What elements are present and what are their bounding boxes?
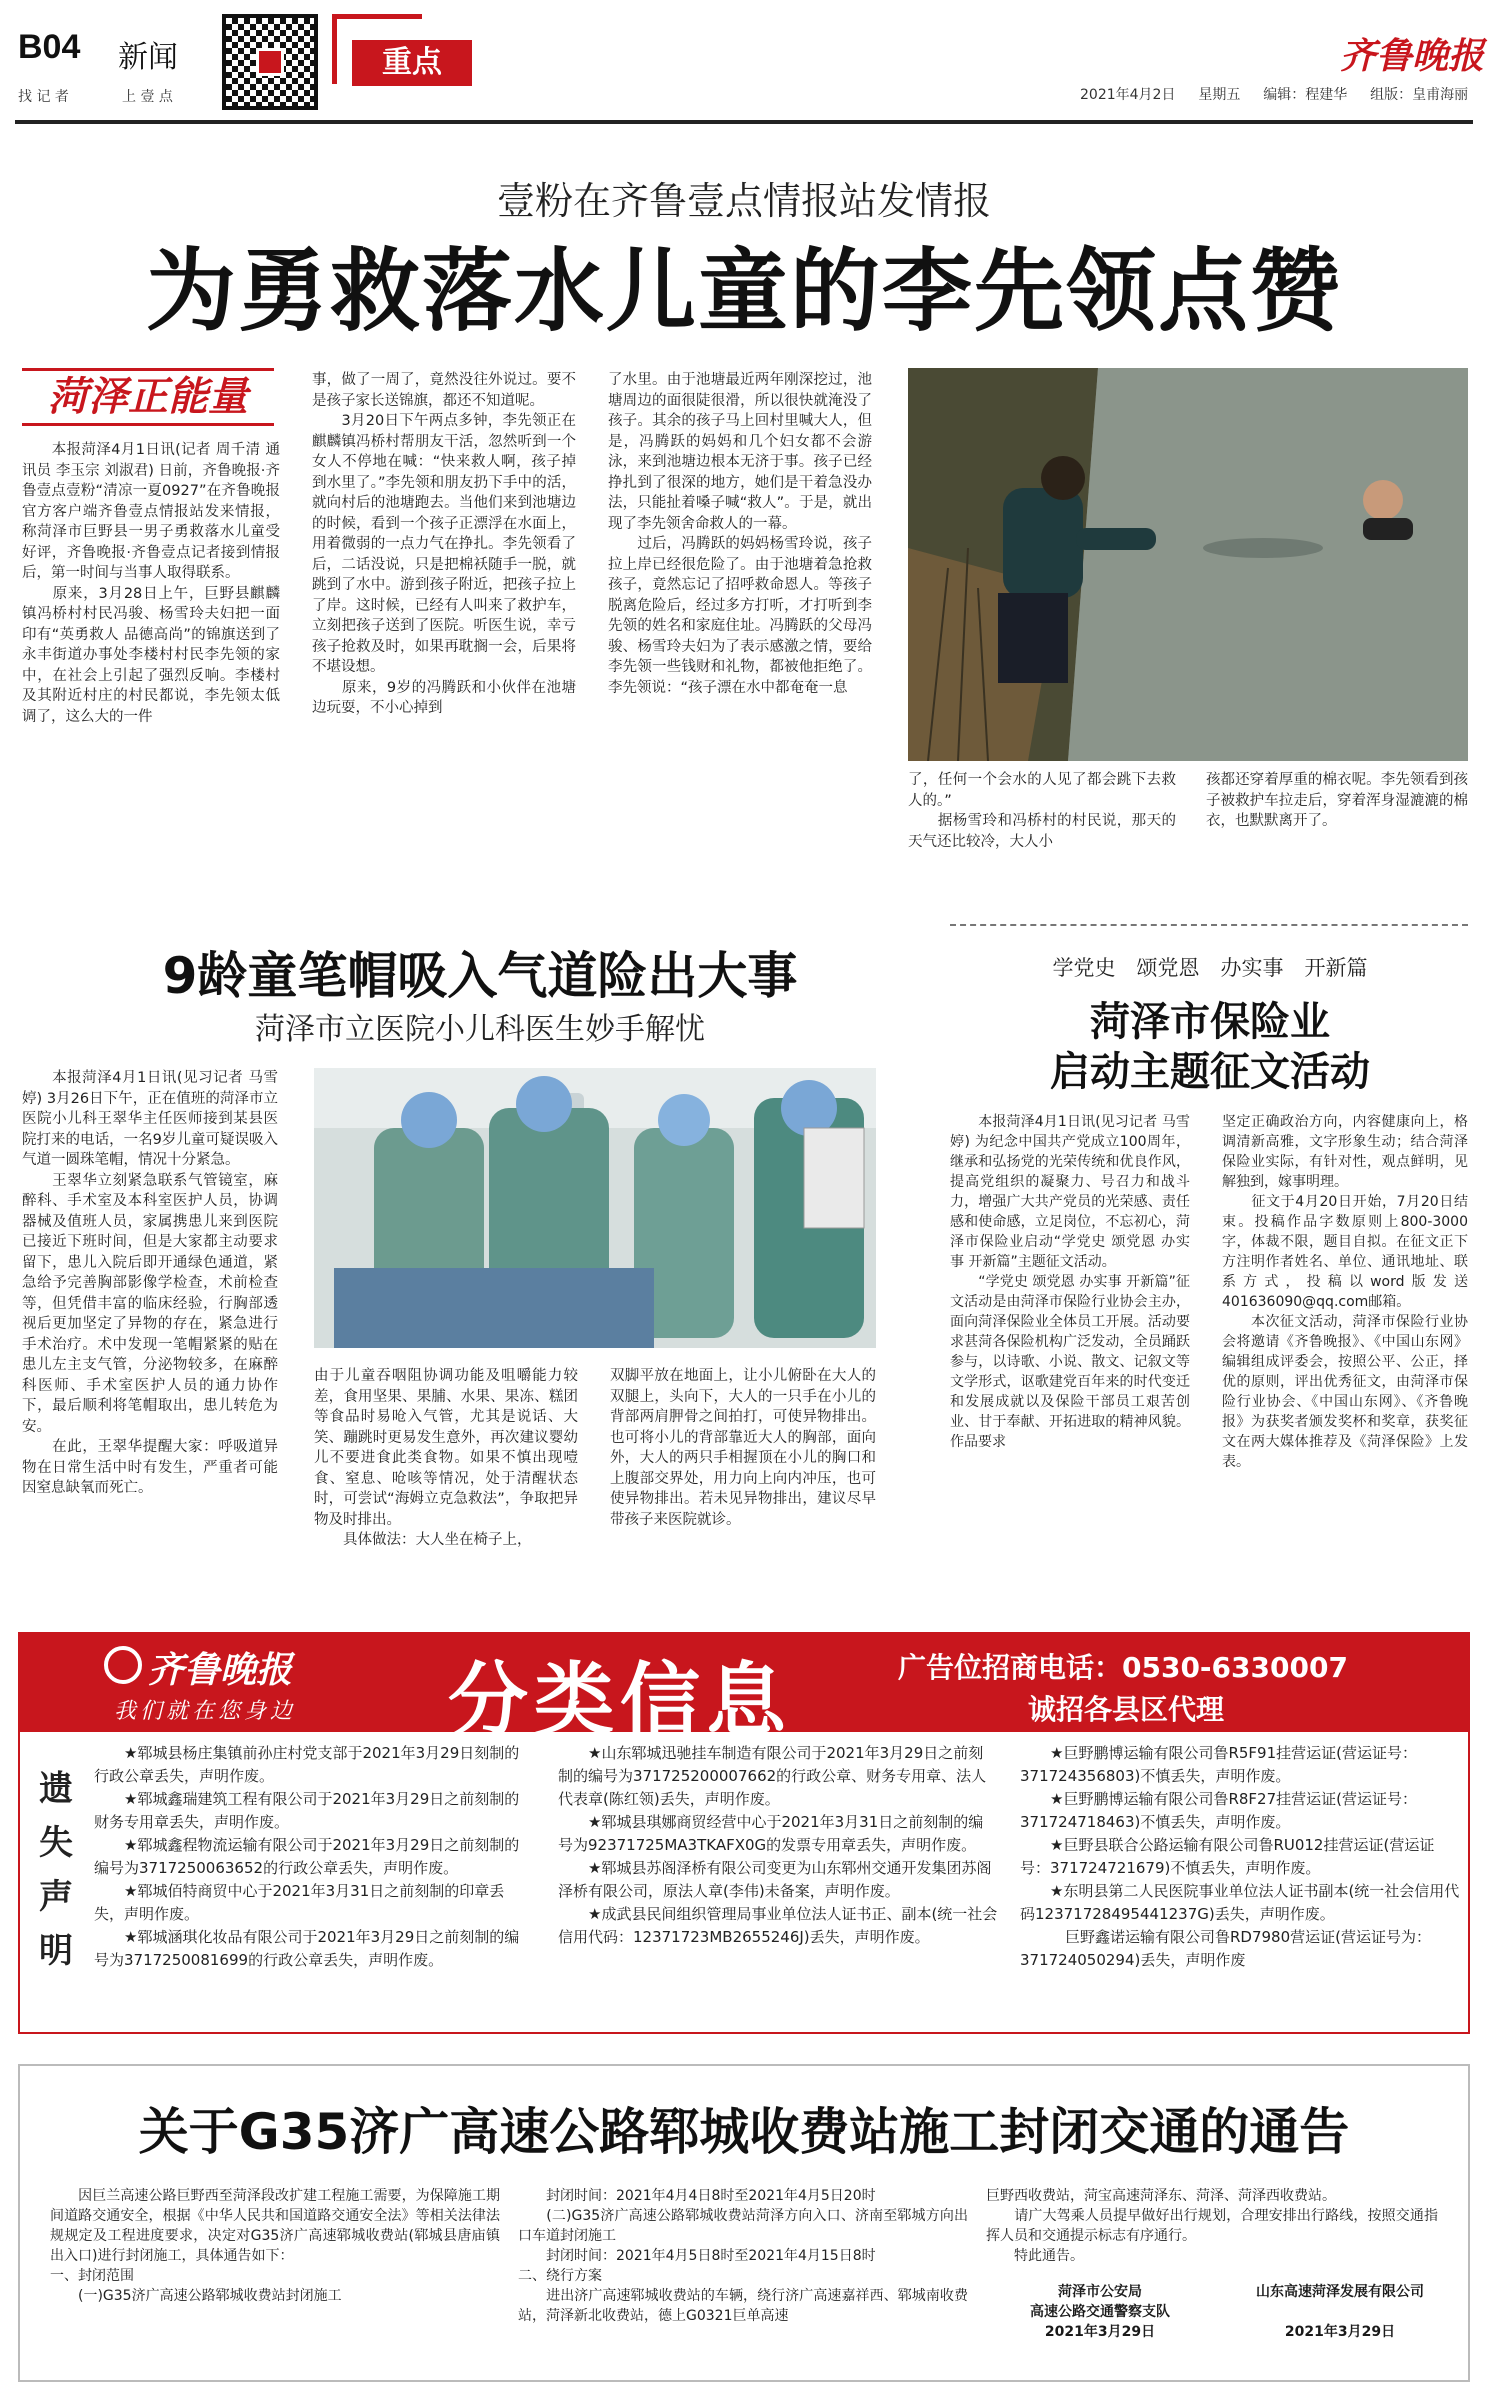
sig2-date: 2021年3月29日	[1284, 2324, 1396, 2340]
story2-col-3: 双脚平放在地面上，让小儿俯卧在大人的双腿上，头向下，大人的一只手在小儿的背部两肩胛骨之间拍打，可使异物排出。也可将小儿的背部靠近大人的胸部，面向外，大人的两只手相握顶在小儿的胸口和上腹部交界处，用力向上向内冲压，也可使异物排出。若未见异物排出，建议尽早带孩子来医院就诊。	[610, 1368, 876, 1528]
surgery-photo-illustration	[314, 1068, 876, 1348]
rescue-photo-illustration	[908, 368, 1468, 761]
lost-item: ★成武县民间组织管理局事业单位法人证书正、副本(统一社会信用代码：12371723MB2655246J)丢失，声明作废。	[558, 1905, 998, 1946]
lost-item: ★巨野县联合公路运输有限公司鲁RU012挂营运证(营运证号：371724721679)不慎丢失，声明作废。	[1020, 1836, 1435, 1877]
lost-item: ★郓城县琪娜商贸经营中心于2021年3月31日之前刻制的编号为92371725MA3TKAFX0G的发票专用章丢失，声明作废。	[558, 1813, 984, 1854]
notice-col-3: 巨野西收费站，菏宝高速菏泽东、菏泽、菏泽西收费站。 请广大驾乘人员提早做好出行规划，合理安排出行路线，按照交通指挥人员和交通提示标志有序通行。 特此通告。	[986, 2188, 1438, 2264]
lost-item: ★山东郓城迅驰挂车制造有限公司于2021年3月29日之前刻制的编号为371725200007662的行政公章、财务专用章、法人代表章(陈红领)丢失，声明作废。	[558, 1744, 987, 1808]
lead-col-3: 了水里。由于池塘最近两年刚深挖过，池塘周边的面很陡很滑，所以很快就淹没了孩子。其余的孩子马上回村里喊大人，但是，冯腾跃的妈妈和几个妇女都不会游泳，来到池塘边根本无济于事。孩子已经挣扎到了很深的地方，她们是干着急没办法，只能扯着嗓子喊“救人”。于是，就出现了李先领舍命救人的一幕。 过后，冯腾跃的妈妈杨雪玲说，孩子拉上岸已经很危险了。由于池塘着急抢救孩子，竟然忘记了招呼救命恩人。等孩子脱离危险后，经过多方打听，才打听到李先领的姓名和家庭住址。冯腾跃的父母冯骏、杨雪玲夫妇为了表示感激之情，要给李先领一些钱财和礼物，都被他拒绝了。李先领说：“孩子漂在水中都奄奄一息	[608, 372, 872, 696]
lost-label-char: 失	[39, 1823, 73, 1863]
lead-col-1: 本报菏泽4月1日讯(记者 周千清 通讯员 李玉宗 刘淑君) 日前，齐鲁晚报·齐鲁壹点壹粉“清凉一夏0927”在齐鲁晚报官方客户端齐鲁壹点情报站发来情报，称菏泽市巨野县一男子勇救落水儿童受好评，齐鲁晚报·齐鲁壹点记者接到情报后，第一时间与当事人取得联系。 原来，3月28日上午，巨野县麒麟镇冯桥村村民冯骏、杨雪玲夫妇把一面印有“英勇救人 品德高尚”的锦旗送到了永丰街道办事处李楼村村民李先领的家中，在社会上引起了强烈反响。李楼村及其附近村庄的村民都说，李先领太低调了，这么大的一件	[22, 442, 280, 725]
page-number: B04	[18, 28, 81, 66]
story3-kicker: 学党史 颂党恩 办实事 开新篇	[1052, 956, 1368, 980]
editor-credit: 编辑：程建华	[1263, 87, 1348, 103]
lead-col-2: 事，做了一周了，竟然没往外说过。要不是孩子家长送锦旗，都还不知道呢。 3月20日下午两点多钟，李先领正在麒麟镇冯桥村帮朋友干活，忽然听到一个女人不停地在喊：“快来救人啊，孩子掉到水里了。”李先领和朋友扔下手中的活，就向村后的池塘跑去。当他们来到池塘边的时候，看到一个孩子正漂浮在水面上，用着微弱的一点力气在挣扎。李先领看了后，二话没说，只是把棉袄随手一脱，就跳到了水中。游到孩子附近，把孩子拉上了岸。这时候，已经有人叫来了救护车，立刻把孩子送到了医院。听医生说，幸亏孩子抢救及时，如果再耽搁一会，后果将不堪设想。 原来，9岁的冯腾跃和小伙伴在池塘边玩耍，不小心掉到	[312, 372, 576, 716]
lost-item: ★郓城佰特商贸中心于2021年3月31日之前刻制的印章丢失，声明作废。	[94, 1882, 505, 1923]
lead-col-5: 孩都还穿着厚重的棉衣呢。李先领看到孩子被救护车拉走后，穿着浑身湿漉漉的棉衣，也默默离开了。	[1206, 772, 1468, 829]
lost-item: ★郓城涵琪化妆品有限公司于2021年3月29日之前刻制的编号为3717250081699的行政公章丢失，声明作废。	[94, 1928, 520, 1969]
lost-item: ★郓城鑫程物流运输有限公司于2021年3月29日之前刻制的编号为3717250063652的行政公章丢失，声明作废。	[94, 1836, 520, 1877]
lost-item: ★巨野鹏博运输有限公司鲁R5F91挂营运证(营运证号：371724356803)不慎丢失，声明作废。	[1020, 1744, 1417, 1785]
slogan-right: 上 壹 点	[122, 89, 173, 105]
slogan-left: 找 记 者	[18, 89, 69, 105]
column-logo	[22, 368, 274, 426]
lost-label-char: 明	[39, 1931, 73, 1971]
brand-logo: 齐鲁晚报	[1340, 35, 1485, 77]
lost-item: 巨野鑫诺运输有限公司鲁RD7980营运证(营运证号为：371724050294)丢失，声明作废	[1020, 1928, 1432, 1969]
lost-col-3	[1020, 1742, 1460, 1972]
lost-col-2	[558, 1742, 998, 1949]
notice-box	[18, 2064, 1470, 2382]
notice-col-1: 因巨兰高速公路巨野西至菏泽段改扩建工程施工需要，为保障施工期间道路交通安全，根据《中华人民共和国道路交通安全法》等相关法律法规规定及工程进度要求，决定对G35济广高速郓城收费站(郓城县唐庙镇出入口)进行封闭施工，具体通告如下： 一、封闭范围 (一)G35济广高速公路郓城收费站封闭施工	[50, 2188, 500, 2304]
story2-col-1: 本报菏泽4月1日讯(见习记者 马雪婷) 3月26日下午，正在值班的菏泽市立医院小儿科王翠华主任医师接到某县医院打来的电话，一名9岁儿童可疑误吸入气道一圆珠笔帽，情况十分紧急。 王翠华立刻紧急联系气管镜室，麻醉科、手术室及本科室医护人员，协调器械及值班人员，家属携患儿来到医院已接近下班时间，但是大家都主动要求留下，患儿入院后即开通绿色通道，紧急给予完善胸部影像学检查，术前检查等，但凭借丰富的临床经验，行胸部透视后更加坚定了异物的存在，紧急进行手术治疗。术中发现一笔帽紧紧的贴在患儿左主支气管，分泌物较多，在麻醉科医师、手术室医护人员的通力协作下，最后顺利将笔帽取出，患儿转危为安。 在此，王翠华提醒大家：呼吸道异物在日常生活中时有发生，严重者可能因窒息缺氧而死亡。	[22, 1070, 278, 1496]
classified-title: 分类信息	[448, 1654, 792, 1747]
lost-item: ★东明县第二人民医院事业单位法人证书副本(统一社会信用代码12371728495441237G)丢失，声明作废。	[1020, 1882, 1460, 1923]
lead-headline: 为勇救落水儿童的李先领点赞	[146, 239, 1342, 344]
masthead-info	[1080, 84, 1468, 104]
classified-banner	[18, 1632, 1470, 1747]
classified-slogan: 我们就在您身边	[114, 1699, 297, 1724]
designer-credit: 组版：皇甫海丽	[1370, 87, 1469, 103]
masthead	[0, 0, 1488, 120]
brand-emblem-icon	[104, 1646, 142, 1684]
lost-label	[36, 1762, 76, 1978]
story3-col-2: 坚定正确政治方向，内容健康向上，格调清新高雅，文字形象生动；结合菏泽保险业实际，有针对性，观点鲜明，见解独到，嫁事明理。 征文于4月20日开始，7月20日结束。投稿作品字数原则上800-3000字，体裁不限，题目自拟。在征文正下方注明作者姓名、单位、通讯地址、联系方式，投稿以word版发送401636090@qq.com邮箱。 本次征文活动，菏泽市保险行业协会将邀请《齐鲁晚报》、《中国山东网》编辑组成评委会，按照公平、公正，择优的原则，评出优秀征文，由菏泽市保险行业协会、《中国山东网》、《齐鲁晚报》为获奖者颁发奖杯和奖章，获奖征文在两大媒体推荐及《菏泽保险》上发表。	[1222, 1114, 1468, 1470]
lost-item: ★巨野鹏博运输有限公司鲁R8F27挂营运证(营运证号：371724718463)不慎丢失，声明作废。	[1020, 1790, 1417, 1831]
sig1-org-2: 高速公路交通警察支队	[1030, 2304, 1170, 2320]
weekday: 星期五	[1198, 87, 1241, 103]
qr-code-icon[interactable]	[222, 14, 318, 110]
lost-item: ★郓城鑫瑞建筑工程有限公司于2021年3月29日之前刻制的财务专用章丢失，声明作废。	[94, 1790, 520, 1831]
column-logo-text: 菏泽正能量	[48, 374, 248, 420]
agent-recruit: 诚招各县区代理	[1028, 1693, 1225, 1726]
ad-phone: 广告位招商电话：0530-6330007	[898, 1651, 1348, 1684]
masthead-rule	[15, 120, 1473, 124]
rescue-photo	[908, 368, 1468, 761]
story2-subhead: 菏泽市立医院小儿科医生妙手解忧	[255, 1012, 705, 1047]
notice-headline: 关于G35济广高速公路郓城收费站施工封闭交通的通告	[138, 2103, 1350, 2161]
notice-signature-2	[1230, 2282, 1450, 2342]
issue-date: 2021年4月2日	[1080, 87, 1176, 103]
story2-headline: 9龄童笔帽吸入气道险出大事	[162, 947, 798, 1005]
story2-col-2: 由于儿童吞咽阻协调功能及咀嚼能力较差，食用坚果、果脯、水果、果冻、糕团等食品时易呛入气管，尤其是说话、大笑、蹦跳时更易发生意外，再次建议婴幼儿不要进食此类食物。如果不慎出现噎食、窒息、呛咳等情况，处于清醒状态时，可尝试“海姆立克急救法”，争取把异物及时排出。 具体做法：大人坐在椅子上，	[314, 1368, 578, 1548]
sig1-date: 2021年3月29日	[1044, 2324, 1156, 2340]
notice-col-2: 封闭时间：2021年4月4日8时至2021年4月5日20时 (二)G35济广高速公路郓城收费站菏泽方向入口、济南至郓城方向出口车道封闭施工 封闭时间：2021年4月5日8时至2021年4月15日8时 二、绕行方案 进出济广高速郓城收费站的车辆，绕行济广高速嘉祥西、郓城南收费站，菏泽新北收费站，德上G0321巨单高速	[518, 2188, 968, 2324]
section-tag: 重点	[352, 40, 472, 86]
story3-col-1: 本报菏泽4月1日讯(见习记者 马雪婷) 为纪念中国共产党成立100周年，继承和弘扬党的光荣传统和优良作风，提高党组织的凝聚力、号召力和战斗力，增强广大共产党员的光荣感、责任感和使命感，立足岗位，不忘初心，菏泽市保险业启动“学党史 颂党恩 办实事 开新篇”主题征文活动。 “学党史 颂党恩 办实事 开新篇”征文活动是由菏泽市保险行业协会主办，面向菏泽保险业全体员工开展。活动要求甚菏各保险机构广泛发动，全员踊跃参与，以诗歌、小说、散文、记叙文等文学形式，讴歌建党百年来的时代变迁和发展成就以及保险干部员工艰苦创业、甘于奉献、开拓进取的精神风貌。作品要求	[950, 1114, 1190, 1450]
lead-kicker: 壹粉在齐鲁壹点情报站发情报	[496, 179, 991, 223]
story3-headline-1: 菏泽市保险业	[1090, 999, 1330, 1045]
notice-signature-1	[1000, 2282, 1200, 2342]
lost-item: ★郓城县杨庄集镇前孙庄村党支部于2021年3月29日刻制的行政公章丢失，声明作废。	[94, 1744, 520, 1785]
story3-headline-2: 启动主题征文活动	[1050, 1049, 1370, 1095]
section-divider	[950, 924, 1468, 926]
lead-col-4: 了，任何一个会水的人见了都会跳下去救人的。” 据杨雪玲和冯桥村的村民说，那天的天气还比较冷，大人小	[908, 772, 1176, 850]
lost-notices-box	[18, 1732, 1470, 2034]
lost-item: ★郓城县苏阁泽桥有限公司变更为山东郓州交通开发集团苏阁泽桥有限公司，原法人章(李伟)未备案，声明作废。	[558, 1859, 992, 1900]
sig2-org: 山东高速菏泽发展有限公司	[1256, 2284, 1424, 2300]
lost-col-1	[94, 1742, 534, 1972]
classified-brand: 齐鲁晚报	[148, 1649, 293, 1691]
lost-label-char: 遗	[39, 1769, 73, 1809]
lost-label-char: 声	[39, 1877, 73, 1917]
surgery-photo	[314, 1068, 876, 1348]
section-name: 新闻	[118, 40, 178, 75]
sig1-org: 菏泽市公安局	[1058, 2284, 1142, 2300]
